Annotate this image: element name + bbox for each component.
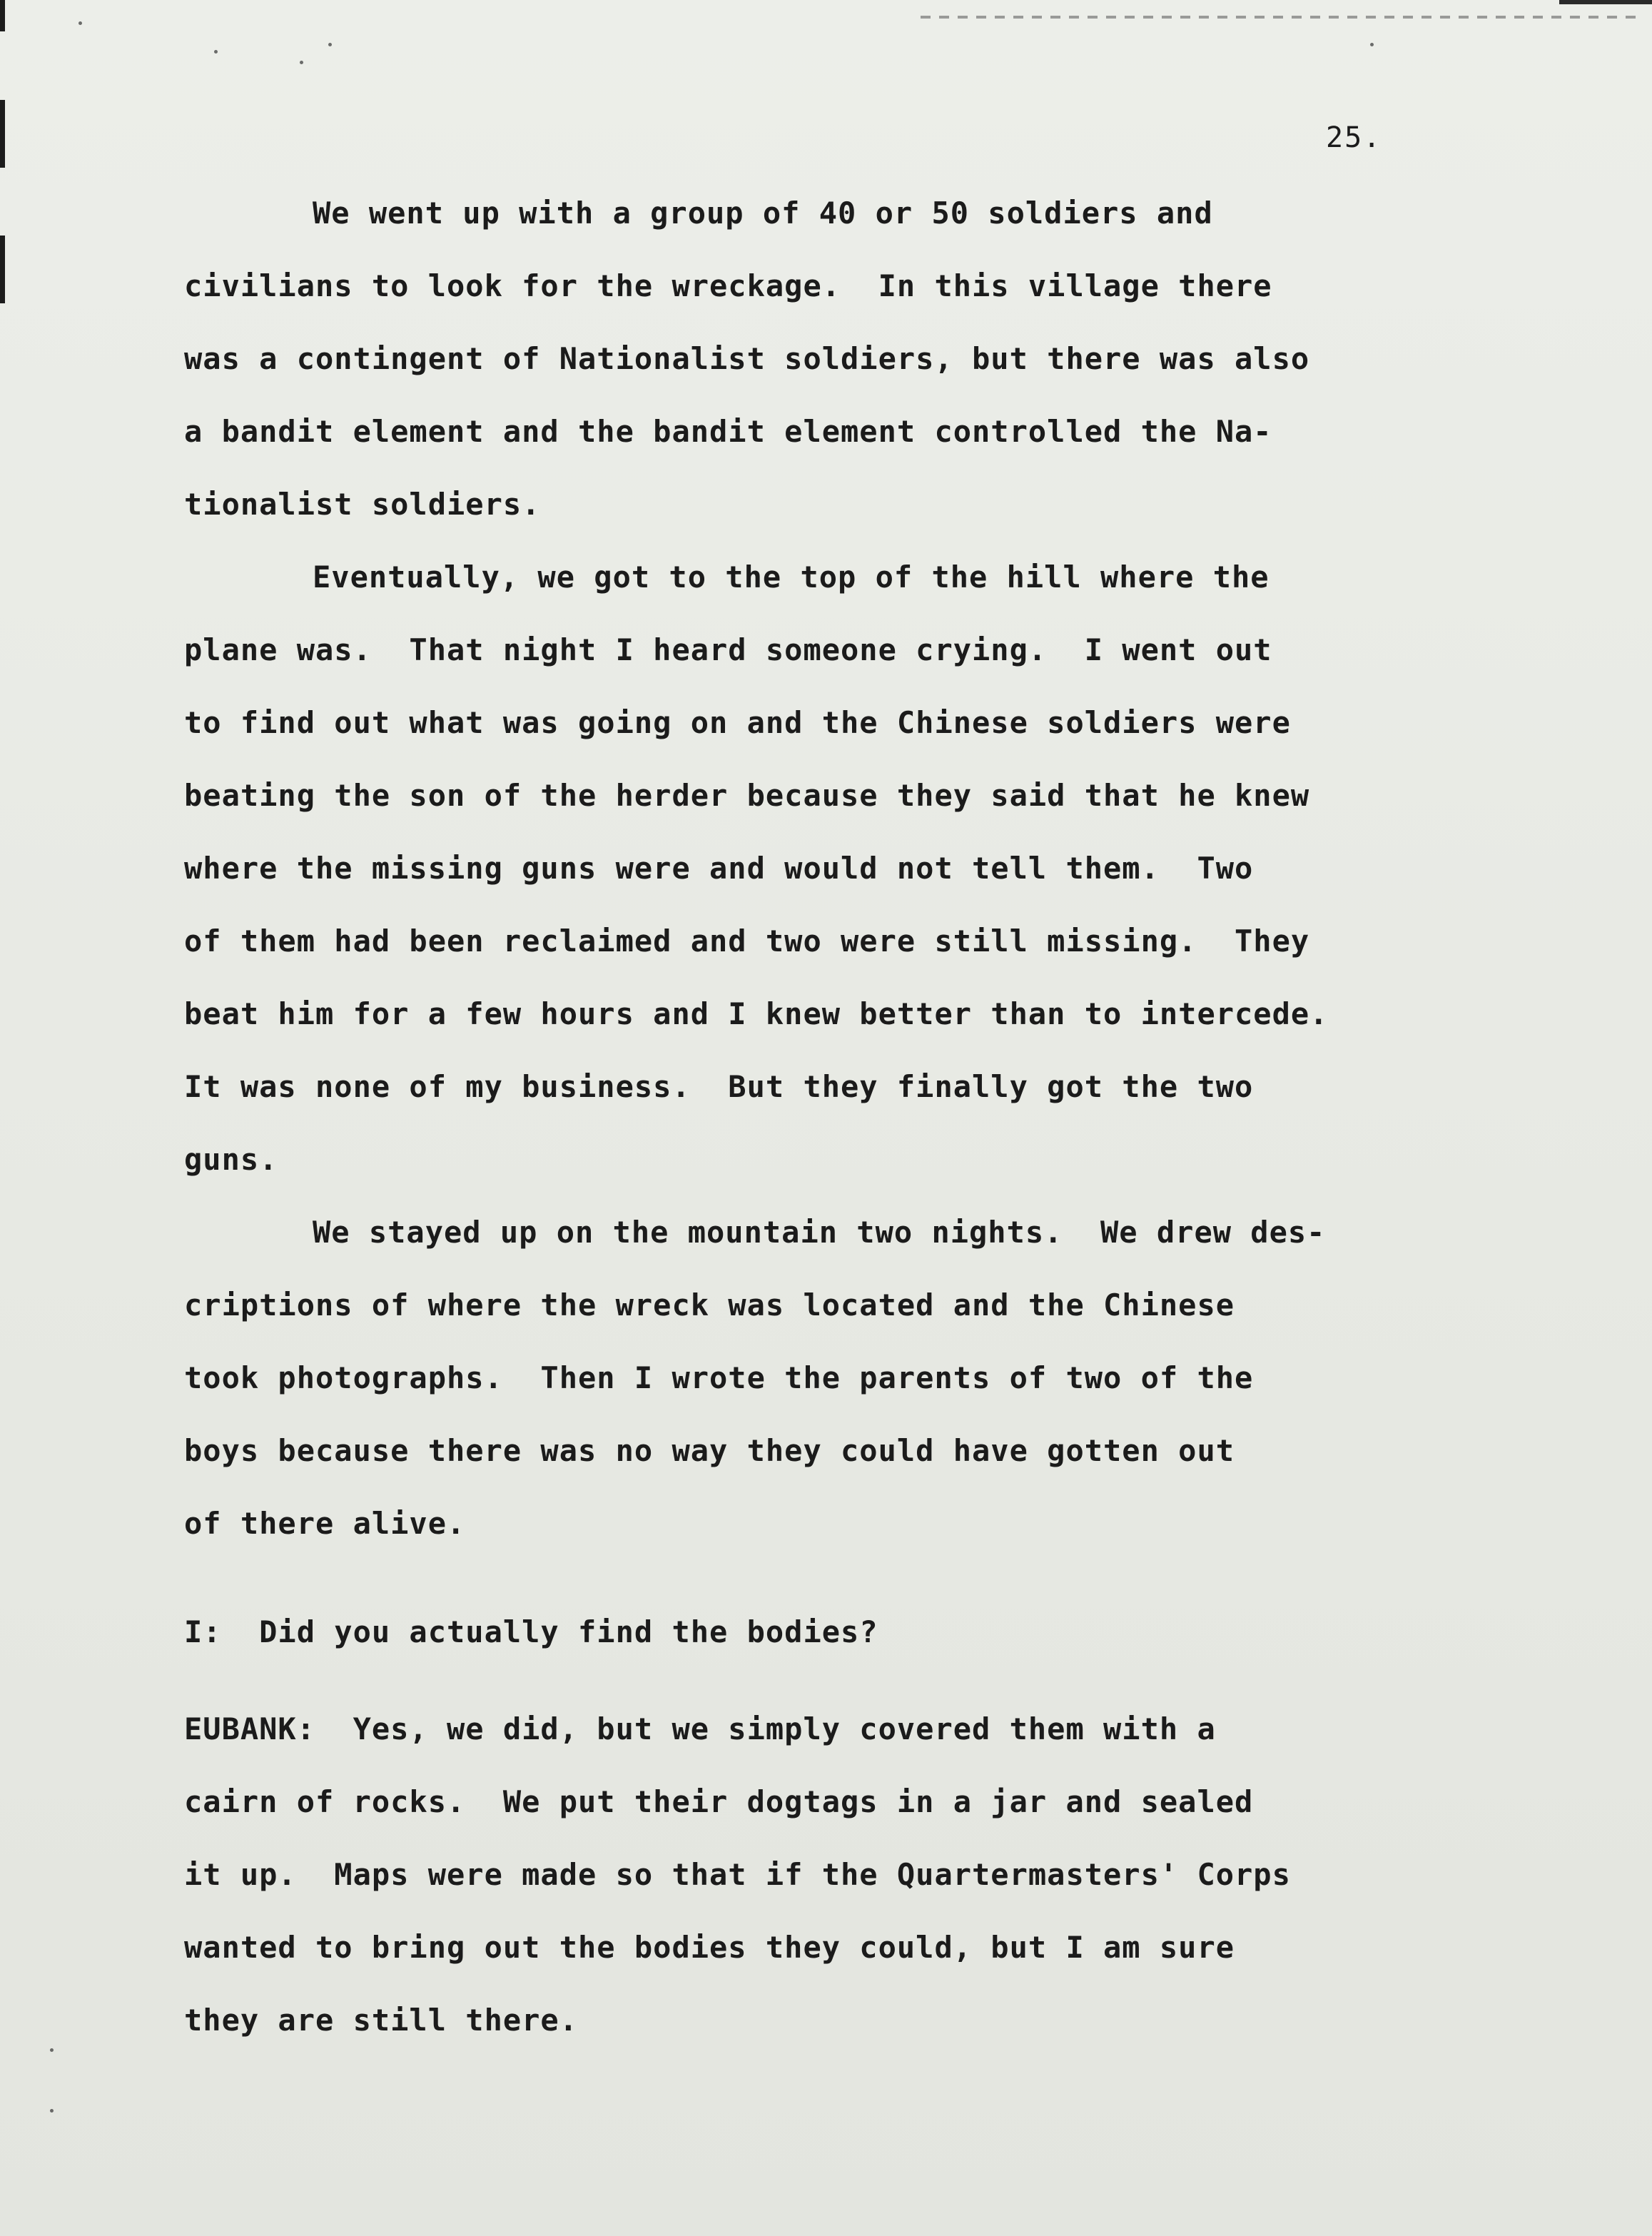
transcript-body (184, 177, 1576, 2057)
scan-speck (214, 50, 218, 54)
paragraph (184, 177, 1576, 541)
text-line: where the missing guns were and would not tell them. Two (184, 851, 1254, 886)
spacer (184, 1669, 1576, 1693)
scan-speck (328, 43, 332, 46)
text-line: civilians to look for the wreckage. In this village there (184, 268, 1272, 303)
text-line: guns. (184, 1142, 278, 1177)
page-number: 25. (1326, 121, 1382, 154)
text-line: EUBANK: Yes, we did, but we simply covered them with a (184, 1711, 1216, 1746)
text-line: beating the son of the herder because they said that he knew (184, 778, 1310, 813)
binding-mark (0, 100, 5, 168)
text-line: to find out what was going on and the Chinese soldiers were (184, 705, 1291, 740)
text-line: of them had been reclaimed and two were still missing. They (184, 924, 1310, 958)
text-line: boys because there was no way they could have gotten out (184, 1433, 1235, 1468)
text-line: plane was. That night I heard someone crying. I went out (184, 632, 1272, 667)
text-line: it up. Maps were made so that if the Quartermasters' Corps (184, 1857, 1291, 1892)
text-line: a bandit element and the bandit element controlled the Na- (184, 414, 1272, 449)
scan-speck (50, 2048, 54, 2052)
scan-streak (921, 16, 1641, 19)
scan-speck (300, 61, 303, 64)
text-line: criptions of where the wreck was located and the Chinese (184, 1288, 1235, 1322)
text-line: of there alive. (184, 1506, 466, 1541)
text-line: they are still there. (184, 2003, 579, 2038)
text-line: tionalist soldiers. (184, 487, 541, 522)
spacer (184, 1560, 1576, 1596)
text-line: cairn of rocks. We put their dogtags in a jar and sealed (184, 1784, 1254, 1819)
scan-speck (50, 2109, 54, 2113)
binding-mark (0, 0, 5, 31)
paragraph (184, 541, 1576, 1196)
text-line: beat him for a few hours and I knew better than to intercede. (184, 996, 1329, 1031)
binding-mark (0, 236, 5, 303)
text-line: We went up with a group of 40 or 50 soldiers and (313, 196, 1213, 231)
paragraph (184, 1196, 1576, 1560)
text-line: We stayed up on the mountain two nights. We drew des- (313, 1215, 1326, 1250)
text-line: was a contingent of Nationalist soldiers, but there was also (184, 341, 1310, 376)
text-line: Eventually, we got to the top of the hill where the (313, 560, 1270, 595)
text-line: took photographs. Then I wrote the parents of two of the (184, 1360, 1254, 1395)
scan-speck (78, 21, 82, 25)
interviewer-question: I: Did you actually find the bodies? (184, 1614, 878, 1649)
text-line: It was none of my business. But they finally got the two (184, 1069, 1254, 1104)
interviewee-answer (184, 1693, 1576, 2057)
scan-edge (1559, 0, 1652, 4)
scan-speck (1370, 43, 1374, 46)
text-line: wanted to bring out the bodies they could, but I am sure (184, 1930, 1235, 1965)
